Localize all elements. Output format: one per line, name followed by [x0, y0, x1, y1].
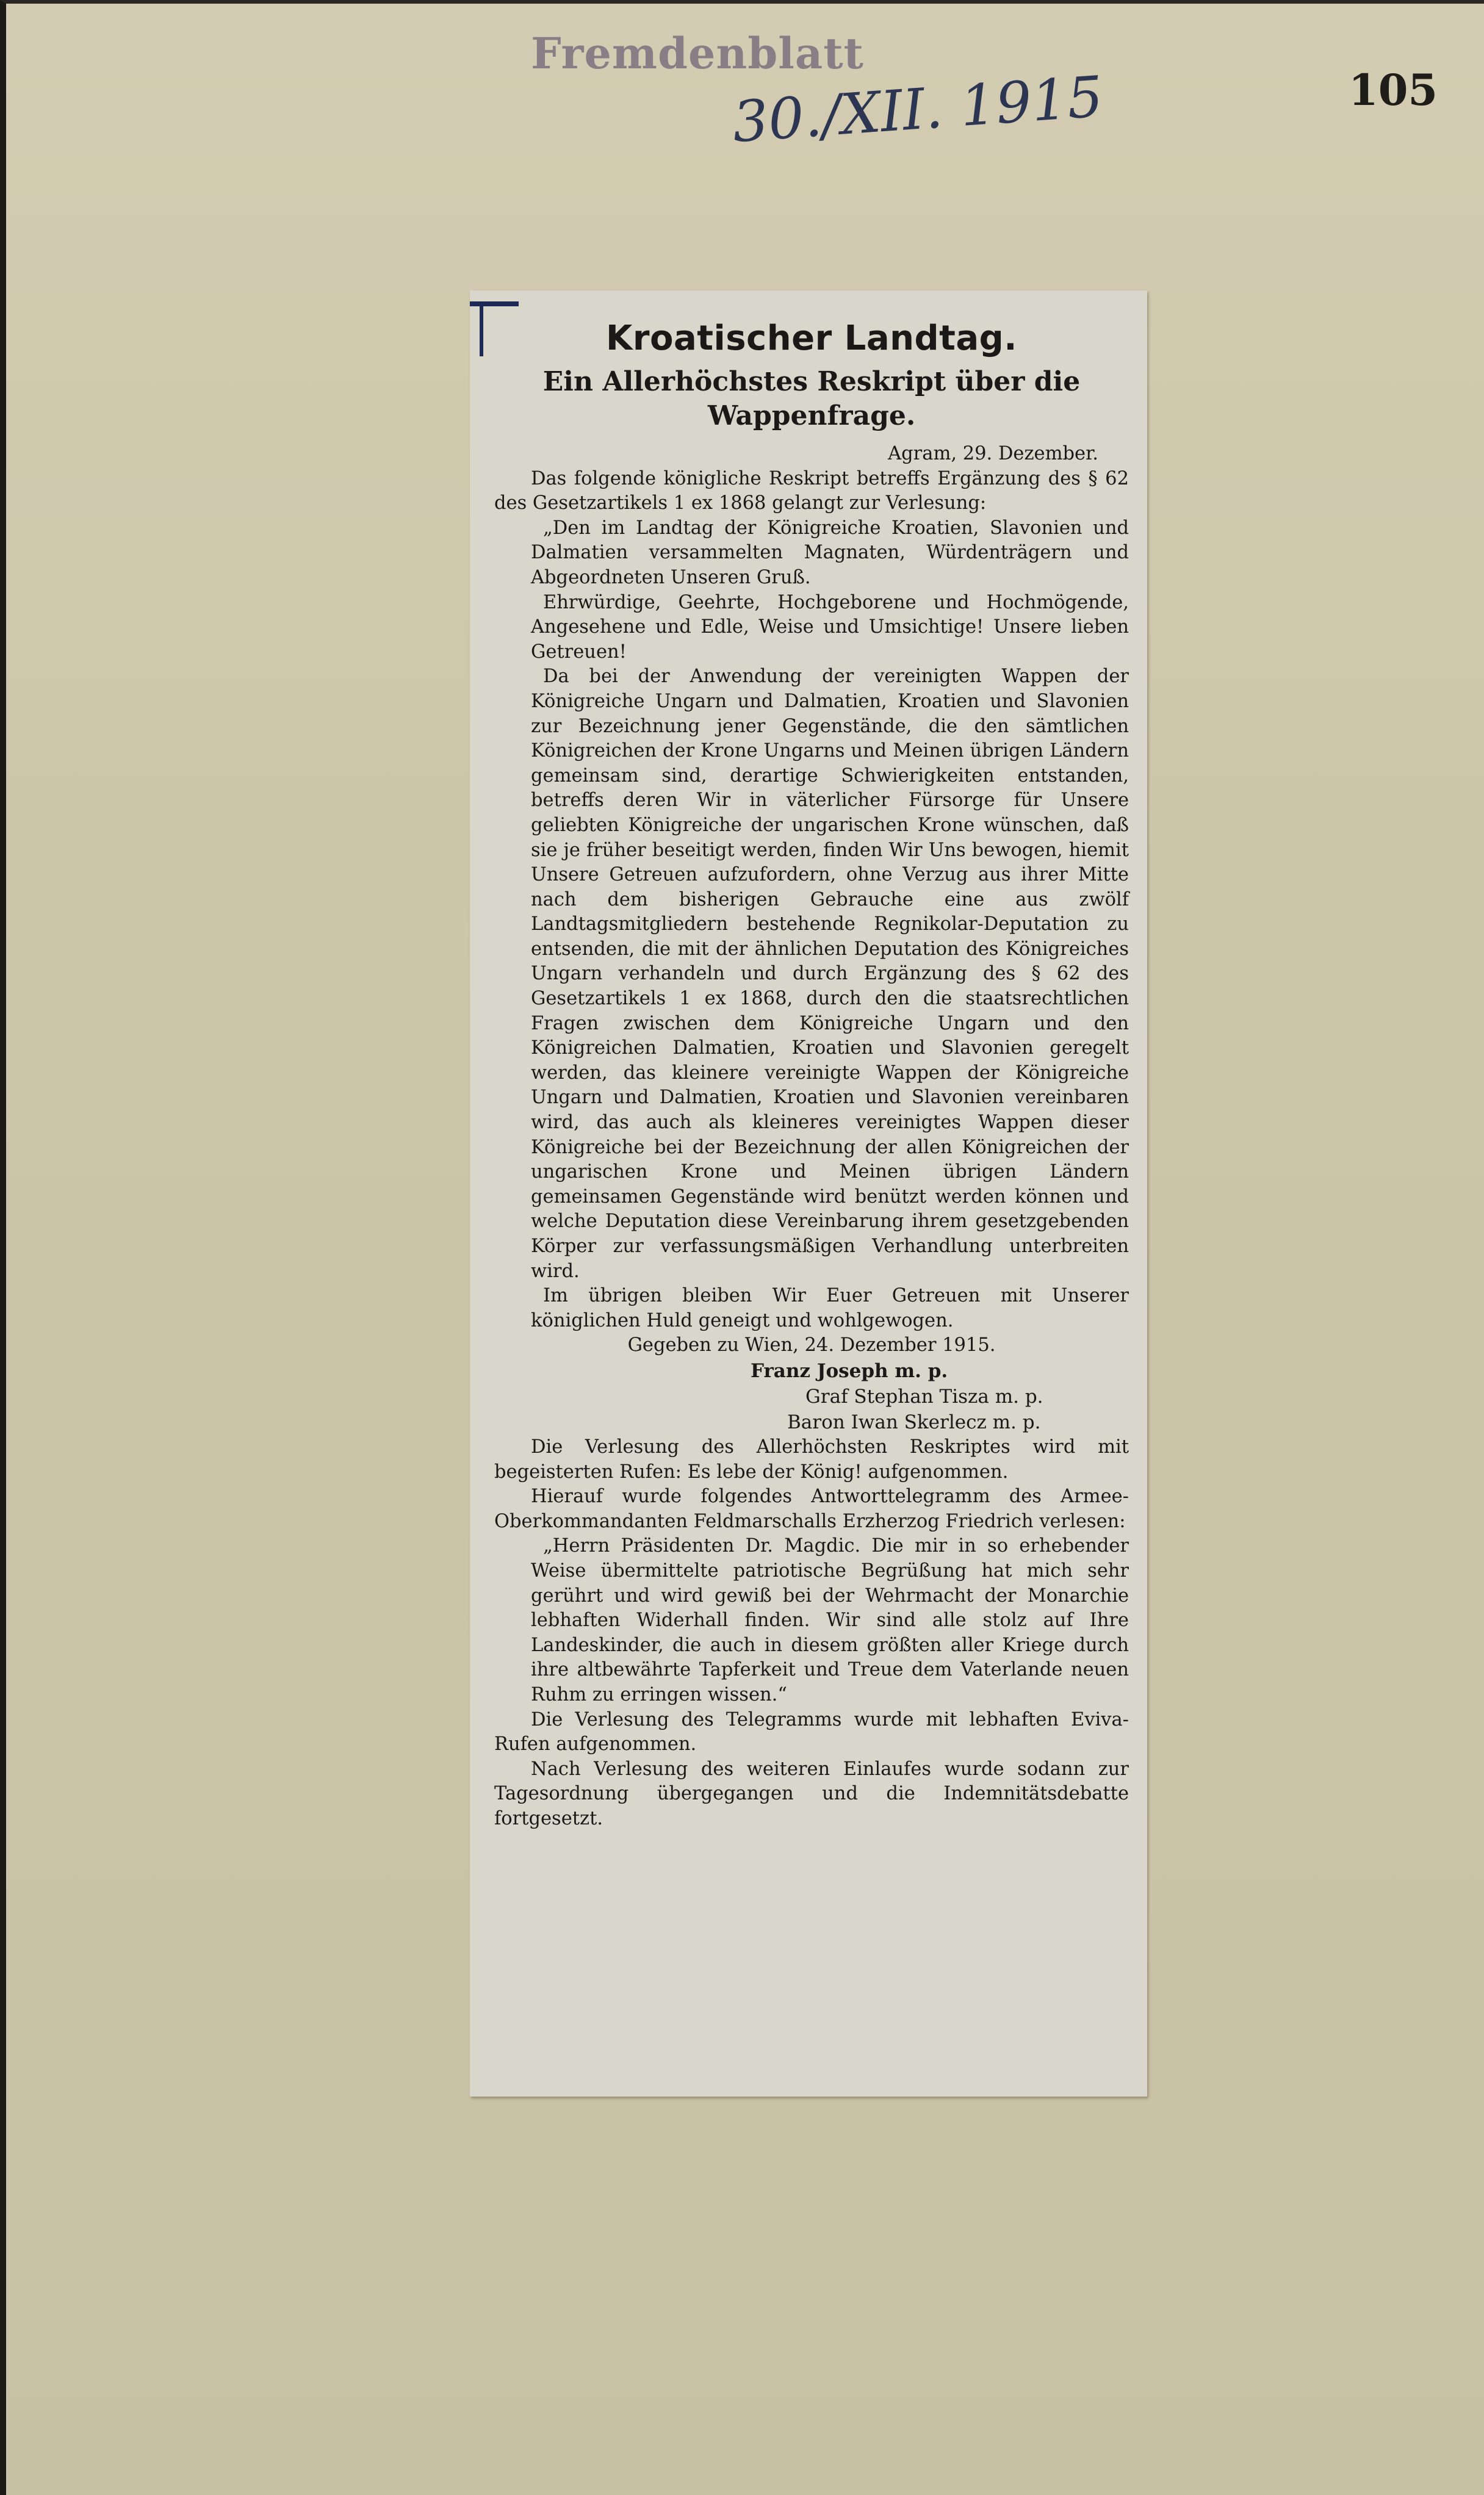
ink-mark — [470, 301, 519, 306]
paragraph-10: Nach Verlesung des weiteren Einlaufes wurde sodann zur Tagesordnung übergegangen und die Indemnitätsdebatte fortgesetzt. — [494, 1758, 1129, 1829]
paragraph-7: Hierauf wurde folgendes Antworttelegramm des Armee-Oberkommandanten Feldmarschalls Erzherzog Friedrich verlesen: — [494, 1486, 1129, 1532]
dateline: Agram, 29. Dezember. — [888, 443, 1098, 464]
handwritten-date: 30./XII. 1915 — [730, 63, 1106, 156]
paragraph-2: „Den im Landtag der Königreiche Kroatien, Slavonien und Dalmatien versammelten Magnaten, Würdenträgern und Abgeordneten Unseren Gruß. — [531, 517, 1129, 588]
paragraph-5: Im übrigen bleiben Wir Euer Getreuen mit Unserer königlichen Huld geneigt und wohlgewogen. — [531, 1285, 1129, 1331]
ink-mark-vertical — [480, 301, 483, 356]
paragraph-8: „Herrn Präsidenten Dr. Magdic. Die mir in so erhebender Weise übermittelte patriotische Begrüßung hat mich sehr gerührt und wird gewiß bei der Wehrmacht der Monarchie lebhaften Widerhall finden. Wir sind alle stolz auf Ihre Landeskinder, die auch in diesem größten aller Kriege durch ihre altbewährte Tapferkeit und Treue dem Vaterlande neuen Ruhm zu erringen wissen.“ — [531, 1535, 1129, 1705]
signature-skerlecz: Baron Iwan Skerlecz m. p. — [787, 1411, 1041, 1433]
paragraph-6: Die Verlesung des Allerhöchsten Reskriptes wird mit begeisterten Rufen: Es lebe der König! aufgenommen. — [494, 1436, 1129, 1483]
article-subheadline: Ein Allerhöchstes Reskript über die Wappenfrage. — [542, 366, 1081, 431]
newspaper-stamp: Fremdenblatt — [531, 28, 864, 79]
paragraph-3: Ehrwürdige, Geehrte, Hochgeborene und Hochmögende, Angesehene und Edle, Weise und Umsichtige! Unsere lieben Getreuen! — [531, 591, 1129, 663]
paragraph-4: Da bei der Anwendung der vereinigten Wappen der Königreiche Ungarn und Dalmatien, Kroatien und Slavonien zur Bezeichnung jener Gegenstände, die den sämtlichen Königreichen der Krone Ungarns und Meinen übrigen Ländern gemeinsam sind, derartige Schwierigkeiten entstanden, betreffs deren Wir in väterlicher Fürsorge für Unsere geliebten Königreiche der ungarischen Krone wünschen, daß sie je früher beseitigt werden, finden Wir Uns bewogen, hiemit Unsere Getreuen aufzufordern, ohne Verzug aus ihrer Mitte nach dem bisherigen Gebrauche eine aus zwölf Landtagsmitgliedern bestehende Regnikolar-Deputation zu entsenden, die mit der ähnlichen Deputation des Königreiches Ungarn verhandeln und durch Ergänzung des § 62 des Gesetzartikels 1 ex 1868, durch den die staatsrechtlichen Fragen zwischen dem Königreiche Ungarn und den Königreichen Dalmatien, Kroatien und Slavonien geregelt werden, das kleinere vereinigte Wappen der Königreiche Ungarn und Dalmatien, Kroatien und Slavonien vereinbaren wird, das auch als kleineres vereinigtes Wappen dieser Königreiche bei der Bezeichnung der allen Königreichen der ungarischen Krone und Meinen übrigen Ländern gemeinsamen Gegenstände wird benützt werden können und welche Deputation diese Vereinbarung ihrem gesetzgebenden Körper zur verfassungsmäßigen Verhandlung unterbreiten wird. — [531, 666, 1129, 1282]
newspaper-clipping — [470, 290, 1147, 2097]
signature-tisza: Graf Stephan Tisza m. p. — [805, 1385, 1043, 1408]
page-number: 105 — [1349, 65, 1438, 115]
paragraph-1: Das folgende königliche Reskript betreffs Ergänzung des § 62 des Gesetzartikels 1 ex 1868 gelangt zur Verlesung: — [494, 467, 1129, 514]
given-line: Gegeben zu Wien, 24. Dezember 1915. — [627, 1334, 996, 1356]
article-headline: Kroatischer Landtag. — [605, 319, 1018, 358]
signature-emperor: Franz Joseph m. p. — [751, 1359, 948, 1382]
paragraph-9: Die Verlesung des Telegramms wurde mit lebhaften Eviva-Rufen aufgenommen. — [494, 1708, 1129, 1755]
article-body — [494, 442, 1129, 1831]
